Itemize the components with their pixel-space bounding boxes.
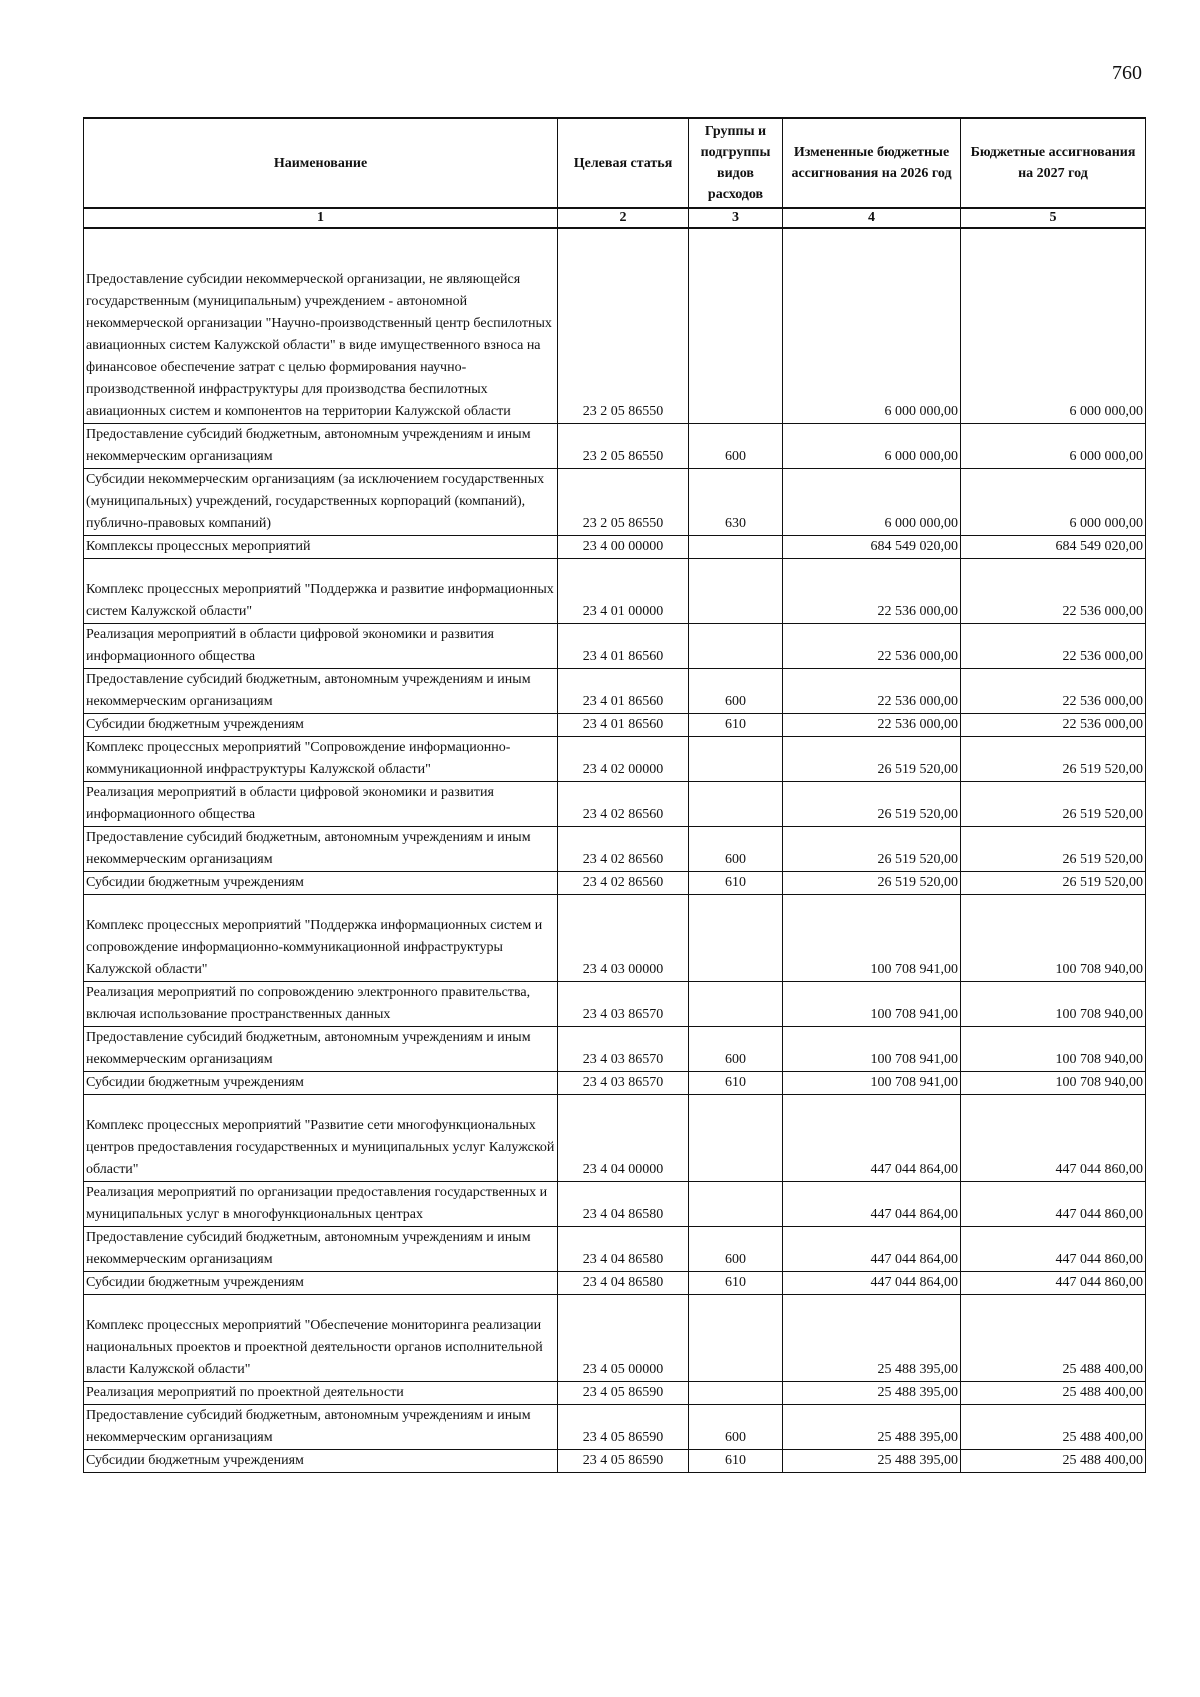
table-body: [84, 228, 1146, 1473]
row-amount-2026: 6 000 000,00: [783, 228, 961, 424]
row-expense-group: [689, 1095, 783, 1182]
row-name: Предоставление субсидий бюджетным, автономным учреждениям и иным некоммерческим организациям: [84, 1027, 558, 1072]
table-row: [84, 714, 1146, 737]
row-amount-2026: 100 708 941,00: [783, 895, 961, 982]
row-amount-2027: 26 519 520,00: [961, 782, 1146, 827]
table-row: [84, 782, 1146, 827]
table-header: [84, 118, 1146, 228]
row-amount-2027: 26 519 520,00: [961, 827, 1146, 872]
row-name: Предоставление субсидий бюджетным, автономным учреждениям и иным некоммерческим организациям: [84, 424, 558, 469]
header-name: Наименование: [84, 118, 558, 208]
table-row: [84, 1295, 1146, 1382]
row-name: Предоставление субсидий бюджетным, автономным учреждениям и иным некоммерческим организациям: [84, 1227, 558, 1272]
row-name: Предоставление субсидий бюджетным, автономным учреждениям и иным некоммерческим организациям: [84, 827, 558, 872]
row-amount-2026: 25 488 395,00: [783, 1382, 961, 1405]
row-name: Субсидии бюджетным учреждениям: [84, 1272, 558, 1295]
row-target-article: 23 2 05 86550: [558, 228, 689, 424]
row-expense-group: 600: [689, 424, 783, 469]
row-expense-group: [689, 624, 783, 669]
header-target-article: Целевая статья: [558, 118, 689, 208]
row-name: Субсидии бюджетным учреждениям: [84, 1072, 558, 1095]
row-name: Комплекс процессных мероприятий "Сопровождение информационно-коммуникационной инфраструктуры Калужской области": [84, 737, 558, 782]
table-row: [84, 1272, 1146, 1295]
row-target-article: 23 4 03 86570: [558, 1072, 689, 1095]
row-name: Субсидии бюджетным учреждениям: [84, 1450, 558, 1473]
row-target-article: 23 4 02 86560: [558, 827, 689, 872]
header-num-4: 4: [783, 208, 961, 228]
row-name: Комплекс процессных мероприятий "Обеспечение мониторинга реализации национальных проектов и проектной деятельности органов исполнительной власти Калужской области": [84, 1295, 558, 1382]
row-amount-2026: 6 000 000,00: [783, 469, 961, 536]
row-amount-2026: 100 708 941,00: [783, 1072, 961, 1095]
table-row: [84, 624, 1146, 669]
row-target-article: 23 4 04 86580: [558, 1182, 689, 1227]
row-amount-2027: 100 708 940,00: [961, 1072, 1146, 1095]
row-target-article: 23 2 05 86550: [558, 469, 689, 536]
row-expense-group: 600: [689, 1405, 783, 1450]
row-target-article: 23 4 04 86580: [558, 1272, 689, 1295]
row-amount-2026: 22 536 000,00: [783, 669, 961, 714]
row-expense-group: [689, 1182, 783, 1227]
row-name: Комплекс процессных мероприятий "Поддержка и развитие информационных систем Калужской области": [84, 559, 558, 624]
row-amount-2027: 22 536 000,00: [961, 559, 1146, 624]
row-amount-2026: 684 549 020,00: [783, 536, 961, 559]
row-expense-group: 600: [689, 669, 783, 714]
row-name: Реализация мероприятий в области цифровой экономики и развития информационного общества: [84, 624, 558, 669]
row-amount-2027: 22 536 000,00: [961, 624, 1146, 669]
row-expense-group: [689, 559, 783, 624]
table-row: [84, 1182, 1146, 1227]
table-row: [84, 424, 1146, 469]
row-target-article: 23 4 03 00000: [558, 895, 689, 982]
row-target-article: 23 4 01 86560: [558, 669, 689, 714]
header-expense-groups: Группы и подгруппы видов расходов: [689, 118, 783, 208]
row-amount-2027: 25 488 400,00: [961, 1405, 1146, 1450]
table-row: [84, 737, 1146, 782]
row-amount-2027: 6 000 000,00: [961, 228, 1146, 424]
page-number: 760: [1112, 62, 1142, 84]
row-amount-2026: 25 488 395,00: [783, 1405, 961, 1450]
budget-table: [83, 117, 1146, 1473]
row-expense-group: [689, 737, 783, 782]
row-target-article: 23 4 05 86590: [558, 1450, 689, 1473]
row-amount-2027: 684 549 020,00: [961, 536, 1146, 559]
row-target-article: 23 2 05 86550: [558, 424, 689, 469]
table-row: [84, 1227, 1146, 1272]
table-row: [84, 895, 1146, 982]
row-expense-group: [689, 982, 783, 1027]
row-amount-2027: 25 488 400,00: [961, 1450, 1146, 1473]
table-row: [84, 982, 1146, 1027]
row-amount-2026: 100 708 941,00: [783, 982, 961, 1027]
row-name: Реализация мероприятий по сопровождению электронного правительства, включая использование пространственных данных: [84, 982, 558, 1027]
table-row: [84, 872, 1146, 895]
row-name: Субсидии бюджетным учреждениям: [84, 872, 558, 895]
row-amount-2027: 22 536 000,00: [961, 714, 1146, 737]
row-amount-2026: 100 708 941,00: [783, 1027, 961, 1072]
row-amount-2027: 26 519 520,00: [961, 872, 1146, 895]
row-expense-group: 600: [689, 827, 783, 872]
table-row: [84, 1072, 1146, 1095]
row-name: Реализация мероприятий в области цифровой экономики и развития информационного общества: [84, 782, 558, 827]
table-row: [84, 1095, 1146, 1182]
row-name: Субсидии бюджетным учреждениям: [84, 714, 558, 737]
table-row: [84, 669, 1146, 714]
table-row: [84, 536, 1146, 559]
row-expense-group: 610: [689, 1072, 783, 1095]
row-target-article: 23 4 05 00000: [558, 1295, 689, 1382]
row-target-article: 23 4 01 00000: [558, 559, 689, 624]
header-amount-2027: Бюджетные ассигнования на 2027 год: [961, 118, 1146, 208]
table-row: [84, 469, 1146, 536]
row-amount-2026: 25 488 395,00: [783, 1295, 961, 1382]
row-amount-2027: 22 536 000,00: [961, 669, 1146, 714]
row-name: Реализация мероприятий по организации предоставления государственных и муниципальных услуг в многофункциональных центрах: [84, 1182, 558, 1227]
row-expense-group: 610: [689, 1272, 783, 1295]
row-amount-2027: 100 708 940,00: [961, 982, 1146, 1027]
table-row: [84, 228, 1146, 424]
row-amount-2027: 447 044 860,00: [961, 1095, 1146, 1182]
row-name: Предоставление субсидий бюджетным, автономным учреждениям и иным некоммерческим организациям: [84, 669, 558, 714]
row-amount-2027: 25 488 400,00: [961, 1295, 1146, 1382]
row-name: Комплексы процессных мероприятий: [84, 536, 558, 559]
row-expense-group: 610: [689, 714, 783, 737]
row-amount-2026: 26 519 520,00: [783, 737, 961, 782]
row-amount-2026: 26 519 520,00: [783, 872, 961, 895]
row-target-article: 23 4 04 86580: [558, 1227, 689, 1272]
row-expense-group: 600: [689, 1227, 783, 1272]
row-target-article: 23 4 02 86560: [558, 872, 689, 895]
row-amount-2026: 26 519 520,00: [783, 782, 961, 827]
row-amount-2027: 447 044 860,00: [961, 1227, 1146, 1272]
row-target-article: 23 4 03 86570: [558, 982, 689, 1027]
row-expense-group: [689, 782, 783, 827]
table-row: [84, 559, 1146, 624]
table-row: [84, 1027, 1146, 1072]
row-target-article: 23 4 01 86560: [558, 624, 689, 669]
row-amount-2027: 6 000 000,00: [961, 424, 1146, 469]
row-amount-2027: 100 708 940,00: [961, 895, 1146, 982]
row-target-article: 23 4 01 86560: [558, 714, 689, 737]
row-amount-2026: 6 000 000,00: [783, 424, 961, 469]
row-expense-group: [689, 895, 783, 982]
header-num-2: 2: [558, 208, 689, 228]
row-target-article: 23 4 05 86590: [558, 1405, 689, 1450]
row-amount-2027: 100 708 940,00: [961, 1027, 1146, 1072]
header-amount-2026: Измененные бюджетные ассигнования на 2026 год: [783, 118, 961, 208]
header-num-1: 1: [84, 208, 558, 228]
row-amount-2026: 447 044 864,00: [783, 1272, 961, 1295]
table-row: [84, 1382, 1146, 1405]
row-target-article: 23 4 03 86570: [558, 1027, 689, 1072]
row-target-article: 23 4 05 86590: [558, 1382, 689, 1405]
row-target-article: 23 4 04 00000: [558, 1095, 689, 1182]
row-target-article: 23 4 02 86560: [558, 782, 689, 827]
row-amount-2026: 25 488 395,00: [783, 1450, 961, 1473]
row-amount-2027: 447 044 860,00: [961, 1182, 1146, 1227]
row-expense-group: [689, 1295, 783, 1382]
row-name: Субсидии некоммерческим организациям (за исключением государственных (муниципальных) учреждений, государственных корпораций (компаний), публично-правовых компаний): [84, 469, 558, 536]
row-name: Комплекс процессных мероприятий "Поддержка информационных систем и сопровождение информационно-коммуникационной инфраструктуры Калужской области": [84, 895, 558, 982]
row-amount-2026: 447 044 864,00: [783, 1182, 961, 1227]
row-amount-2026: 447 044 864,00: [783, 1095, 961, 1182]
row-expense-group: 630: [689, 469, 783, 536]
row-expense-group: 600: [689, 1027, 783, 1072]
row-expense-group: [689, 536, 783, 559]
row-amount-2027: 26 519 520,00: [961, 737, 1146, 782]
row-name: Реализация мероприятий по проектной деятельности: [84, 1382, 558, 1405]
row-amount-2026: 447 044 864,00: [783, 1227, 961, 1272]
row-expense-group: [689, 228, 783, 424]
row-name: Предоставление субсидии некоммерческой организации, не являющейся государственным (муниципальным) учреждением - автономной некоммерческой организации "Научно-производственный центр беспилотных авиационных систем Калужской области" в виде имущественного взноса на финансовое обеспечение затрат с целью формирования научно-производственной инфраструктуры для производства беспилотных авиационных систем и компонентов на территории Калужской области: [84, 228, 558, 424]
header-num-3: 3: [689, 208, 783, 228]
row-amount-2027: 25 488 400,00: [961, 1382, 1146, 1405]
row-amount-2026: 22 536 000,00: [783, 624, 961, 669]
row-expense-group: 610: [689, 1450, 783, 1473]
row-amount-2027: 6 000 000,00: [961, 469, 1146, 536]
row-name: Предоставление субсидий бюджетным, автономным учреждениям и иным некоммерческим организациям: [84, 1405, 558, 1450]
table-row: [84, 827, 1146, 872]
row-amount-2026: 26 519 520,00: [783, 827, 961, 872]
row-amount-2026: 22 536 000,00: [783, 714, 961, 737]
row-expense-group: [689, 1382, 783, 1405]
row-target-article: 23 4 00 00000: [558, 536, 689, 559]
table-row: [84, 1450, 1146, 1473]
row-amount-2027: 447 044 860,00: [961, 1272, 1146, 1295]
row-target-article: 23 4 02 00000: [558, 737, 689, 782]
row-name: Комплекс процессных мероприятий "Развитие сети многофункциональных центров предоставления государственных и муниципальных услуг Калужской области": [84, 1095, 558, 1182]
row-expense-group: 610: [689, 872, 783, 895]
header-num-5: 5: [961, 208, 1146, 228]
table-row: [84, 1405, 1146, 1450]
row-amount-2026: 22 536 000,00: [783, 559, 961, 624]
